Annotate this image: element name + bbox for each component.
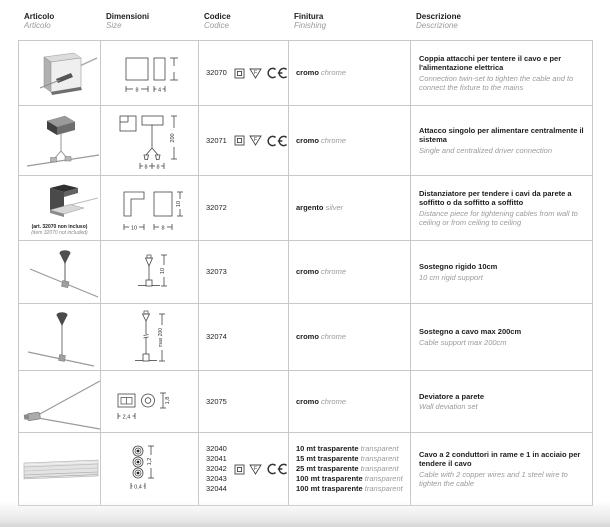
description-italian: Sostegno rigido 10cm xyxy=(419,262,498,271)
ce-icon xyxy=(266,67,289,79)
article-code: 32071 xyxy=(206,135,227,145)
product-illustration-32075 xyxy=(19,373,101,431)
finish-label: argento silver xyxy=(296,203,344,212)
dim-label: 8 xyxy=(155,163,160,170)
svg-text:F: F xyxy=(253,137,258,144)
dim-label: 1,2 xyxy=(146,457,153,466)
description-italian: Cavo a 2 conduttori in rame e 1 in acciaio per tendere il cavo xyxy=(419,449,581,468)
ce-icon xyxy=(266,463,289,475)
finish-label: cromo chrome xyxy=(296,267,347,276)
f-mark-icon xyxy=(249,464,262,475)
article-code: 32070 xyxy=(206,68,227,77)
article-code: 32042 xyxy=(206,464,227,473)
table-row-5-finish xyxy=(289,304,411,371)
table-row-7-description xyxy=(411,433,593,506)
article-code: 32041 xyxy=(206,454,227,463)
table-row-3-code xyxy=(199,176,289,241)
dim-label: 8 xyxy=(143,163,148,170)
certification-icons xyxy=(234,463,289,475)
table-row-4-article xyxy=(19,241,101,304)
table-row-5-article xyxy=(19,304,101,371)
description-english: Single and centralized driver connection xyxy=(419,145,552,155)
table-row-2-finish xyxy=(289,106,411,176)
description-english: Cable support max 200cm xyxy=(419,337,507,347)
table-row-7-finish xyxy=(289,433,411,506)
table-header xyxy=(18,12,592,30)
product-illustration-32074 xyxy=(19,306,101,368)
table-row-6-dimensions xyxy=(101,371,199,433)
dim-label: 10 xyxy=(175,200,182,208)
product-illustration-cable xyxy=(19,449,101,489)
table-row-1-dimensions xyxy=(101,41,199,106)
table-row-4-finish xyxy=(289,241,411,304)
table-row-3-article xyxy=(19,176,101,241)
header-codice: Codice Codice xyxy=(204,12,231,30)
finish-label: cromo chrome xyxy=(296,68,347,77)
table-row-1-code xyxy=(199,41,289,106)
finish-label: cromo chrome xyxy=(296,396,347,406)
table-row-1-description xyxy=(411,41,593,106)
finish-label: 100 mt trasparente transparent xyxy=(296,474,403,483)
dim-label: 10 xyxy=(130,225,137,232)
finish-label: cromo chrome xyxy=(296,332,347,341)
product-illustration-32072 xyxy=(20,181,100,223)
dim-label: 1,8 xyxy=(164,396,171,404)
svg-text:F: F xyxy=(253,465,258,472)
f-mark-icon xyxy=(249,135,262,146)
dimension-drawing-32075 xyxy=(102,376,198,428)
table-row-7-article xyxy=(19,433,101,506)
dim-label: 4 xyxy=(157,87,161,94)
table-row-1-article xyxy=(19,41,101,106)
table-row-5-description xyxy=(411,304,593,371)
table-row-3-description xyxy=(411,176,593,241)
table-row-7-code xyxy=(199,433,289,506)
article-note: (art. 32070 non incluso) (item 32070 not included) xyxy=(31,223,88,236)
table-row-2-dimensions xyxy=(101,106,199,176)
header-articolo: Articolo Articolo xyxy=(24,12,55,30)
table-row-7-dimensions xyxy=(101,433,199,506)
dimension-drawing-32070 xyxy=(102,43,198,103)
finish-label: cromo chrome xyxy=(296,135,347,145)
article-code: 32073 xyxy=(206,267,227,276)
table-row-6-code xyxy=(199,371,289,433)
catalog-table xyxy=(18,40,593,506)
table-row-5-dimensions xyxy=(101,304,199,371)
description-italian: Deviatore a parete xyxy=(419,391,485,401)
table-row-3-dimensions xyxy=(101,176,199,241)
description-english: Wall deviation set xyxy=(419,402,478,411)
table-row-2-description xyxy=(411,106,593,176)
svg-text:F: F xyxy=(253,69,258,76)
description-italian: Coppia attacchi per tentere il cavo e per l'alimentazione elettrica xyxy=(419,53,562,72)
header-finitura: Finitura Finishing xyxy=(294,12,327,30)
dim-label: 200 xyxy=(169,132,176,143)
dimension-drawing-32071 xyxy=(102,108,198,174)
dim-label: 2,4 xyxy=(122,413,130,420)
dim-label: 10 xyxy=(159,267,166,275)
finish-label: 100 mt trasparente transparent xyxy=(296,484,403,493)
article-code: 32040 xyxy=(206,444,227,453)
description-italian: Attacco singolo per alimentare centralmente il sistema xyxy=(419,125,584,145)
class-ii-icon xyxy=(234,464,245,475)
dimension-drawing-cable xyxy=(102,438,198,500)
page-bottom-gradient xyxy=(0,501,610,527)
table-row-2-code xyxy=(199,106,289,176)
ce-icon xyxy=(266,135,289,147)
table-row-2-article xyxy=(19,106,101,176)
article-code: 32074 xyxy=(206,332,227,341)
dim-label: 8 xyxy=(134,87,139,94)
finish-label: 25 mt trasparente transparent xyxy=(296,464,399,473)
article-code: 32043 xyxy=(206,474,227,483)
table-row-4-code xyxy=(199,241,289,304)
dimension-drawing-32072 xyxy=(102,178,198,238)
finish-label: 15 mt trasparente transparent xyxy=(296,454,399,463)
description-italian: Sostegno a cavo max 200cm xyxy=(419,327,522,336)
table-row-6-finish xyxy=(289,371,411,433)
dim-label: 0,4 xyxy=(133,484,142,491)
table-row-5-code xyxy=(199,304,289,371)
article-code: 32075 xyxy=(206,396,227,406)
class-ii-icon xyxy=(234,68,245,79)
table-row-6-article xyxy=(19,371,101,433)
description-english: Distance piece for tightening cables from wall to ceiling or from ceiling to ceiling xyxy=(419,208,578,227)
article-code-list xyxy=(206,444,227,494)
article-code: 32044 xyxy=(206,484,227,493)
product-illustration-32070 xyxy=(20,43,100,103)
dim-label: 8 xyxy=(160,225,165,232)
header-dimensioni: Dimensioni Size xyxy=(106,12,150,30)
dimension-drawing-32073 xyxy=(102,247,198,297)
product-illustration-32071 xyxy=(19,109,101,173)
table-row-4-dimensions xyxy=(101,241,199,304)
certification-icons xyxy=(234,135,289,147)
description-english: Connection twin-set to tighten the cable and to connect the fixture to the mains xyxy=(419,73,574,92)
table-row-6-description xyxy=(411,371,593,433)
article-code: 32072 xyxy=(206,203,227,212)
certification-icons xyxy=(234,67,289,79)
product-illustration-32073 xyxy=(19,243,101,301)
description-english: Cable with 2 copper wires and 1 steel wire to tighten the cable xyxy=(419,469,568,488)
finish-label: 10 mt trasparente transparent xyxy=(296,444,399,453)
table-row-3-finish xyxy=(289,176,411,241)
table-row-4-description xyxy=(411,241,593,304)
dim-label: max 200 xyxy=(157,327,164,348)
f-mark-icon xyxy=(249,68,262,79)
table-row-1-finish xyxy=(289,41,411,106)
dimension-drawing-32074 xyxy=(102,306,198,368)
header-descrizione: Descrizione Descrizione xyxy=(416,12,461,30)
class-ii-icon xyxy=(234,135,245,146)
description-italian: Distanziatore per tendere i cavi da parete a soffitto o da soffitto a soffitto xyxy=(419,188,572,207)
description-english: 10 cm rigid support xyxy=(419,272,483,282)
